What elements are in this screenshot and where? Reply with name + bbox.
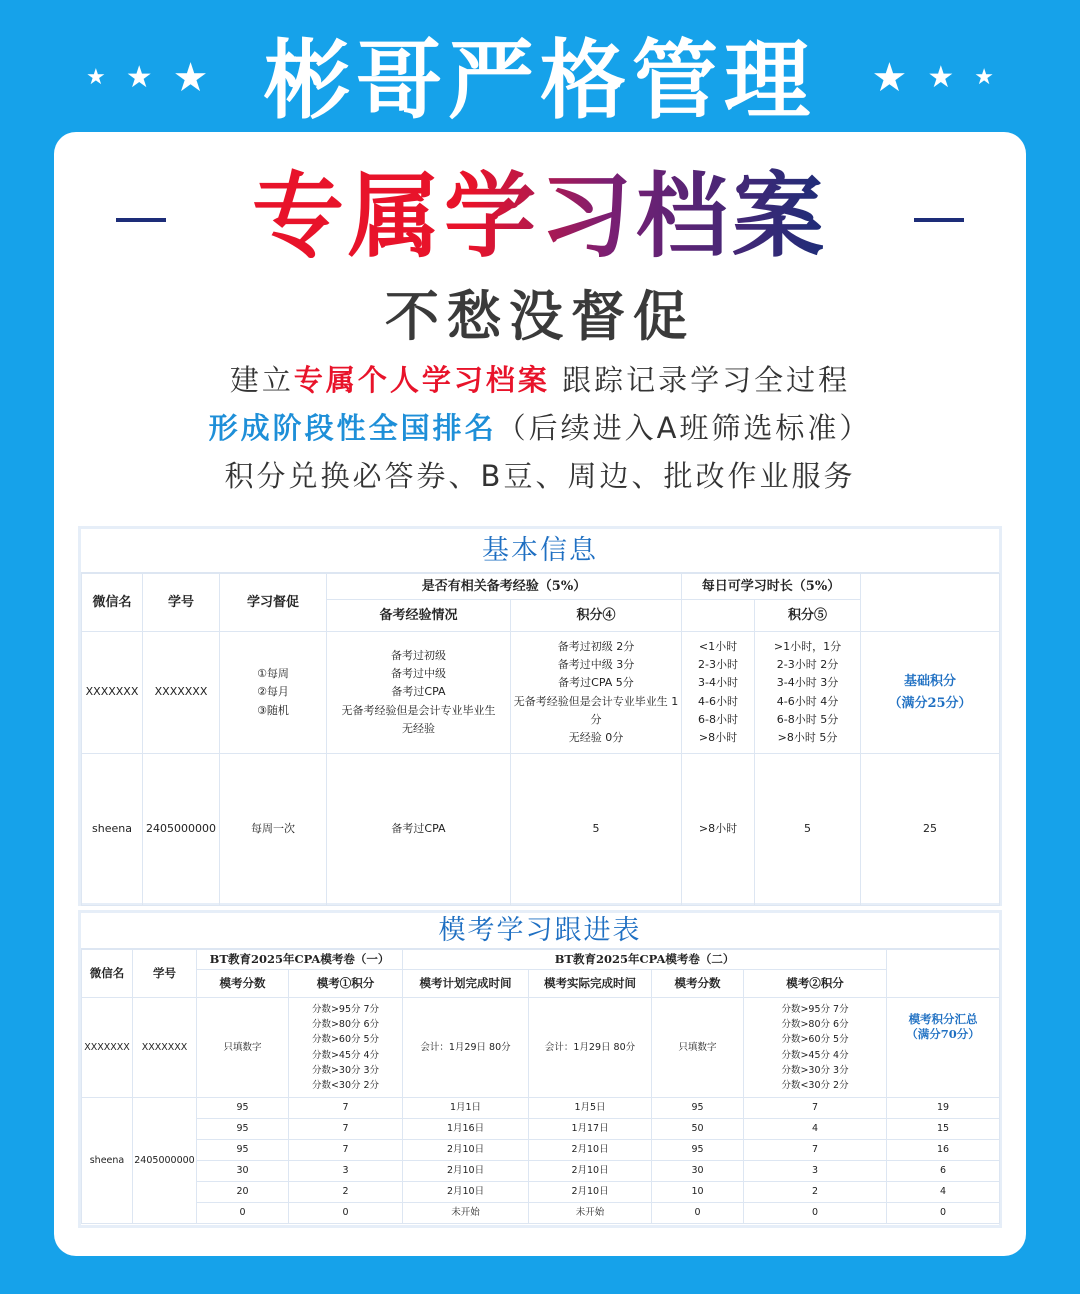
- cell-line: 3-4小时 3分: [776, 676, 839, 690]
- cell-line: 分数>80分 6分: [311, 1019, 380, 1031]
- star-icon: ★: [125, 60, 153, 95]
- table-row: [82, 1098, 1000, 1119]
- table-cell: 2月10日: [403, 1140, 529, 1161]
- table-cell: 3: [289, 1161, 403, 1182]
- cell-line: 分数>45分 4分: [311, 1049, 380, 1061]
- table-cell: 1月1日: [403, 1098, 529, 1119]
- col-points4: 积分④: [511, 600, 682, 632]
- table-cell: 2: [289, 1182, 403, 1203]
- table-cell: 1月17日: [529, 1119, 652, 1140]
- hero-title-wrap: [54, 154, 1026, 270]
- cell-line: 备考过中级 3分: [557, 658, 635, 672]
- table-row: [82, 1140, 1000, 1161]
- intro-highlight: 专属个人学习档案: [293, 363, 550, 397]
- table-cell: 95: [652, 1098, 744, 1119]
- cell-points4: 5: [511, 754, 682, 906]
- intro-line-3: 积分兑换必答券、B豆、周边、批改作业服务: [224, 459, 856, 493]
- table-cell: 2月10日: [403, 1161, 529, 1182]
- col-student-id: 学号: [143, 574, 220, 632]
- cell-line: 基础积分: [903, 674, 956, 690]
- data-row: [82, 754, 1000, 906]
- table-cell: 2月10日: [529, 1182, 652, 1203]
- table-cell: 30: [197, 1161, 289, 1182]
- cell-experience: [327, 632, 511, 754]
- mock-exam-title: 模考学习跟进表: [81, 913, 999, 949]
- cell-line: （满分25分）: [888, 695, 972, 711]
- col-wechat: 微信名: [82, 950, 133, 998]
- cell-line: 无备考经验但是会计专业毕业生 1: [513, 694, 679, 708]
- table-cell: 2: [744, 1182, 887, 1203]
- cell-wechat: sheena: [82, 754, 143, 906]
- col-experience-group: 是否有相关备考经验（5%）: [327, 574, 682, 600]
- cell-line: 无经验 0分: [568, 730, 624, 744]
- col-points2: 模考②积分: [744, 970, 887, 998]
- cell-line: 2-3小时: [698, 658, 738, 672]
- table-cell: 95: [197, 1098, 289, 1119]
- cell-line: 备考过中级: [391, 667, 446, 681]
- cell-wechat: sheena: [82, 1098, 133, 1224]
- intro-text: 跟踪记录学习全过程: [562, 363, 851, 397]
- cell-line: 分数>60分 5分: [781, 1034, 849, 1046]
- cell-line: 备考过CPA 5分: [558, 676, 634, 690]
- table-cell: 7: [289, 1119, 403, 1140]
- table-row: [82, 1119, 1000, 1140]
- cell-wechat: XXXXXXX: [82, 998, 133, 1098]
- cell-line: 分: [590, 712, 602, 726]
- cell-points4: [511, 632, 682, 754]
- intro-highlight: 形成阶段性全国排名: [208, 411, 497, 445]
- cell-line: 分数>60分 5分: [311, 1034, 380, 1046]
- table-cell: 2月10日: [403, 1182, 529, 1203]
- cell-line: 备考过初级: [391, 649, 446, 663]
- col-points1: 模考①积分: [289, 970, 403, 998]
- table-cell: 19: [887, 1098, 1000, 1119]
- cell-score: 只填数字: [197, 998, 289, 1098]
- basic-info-title: 基本信息: [81, 529, 999, 573]
- divider-right: [914, 218, 964, 222]
- cell-student-id: 2405000000: [133, 1098, 197, 1224]
- cell-line: （满分70分）: [906, 1027, 980, 1042]
- col-supervision: 学习督促: [220, 574, 327, 632]
- table-cell: 2月10日: [529, 1140, 652, 1161]
- table-cell: 7: [289, 1140, 403, 1161]
- col-blank: [887, 950, 1000, 998]
- cell-line: 备考过初级 2分: [557, 640, 635, 654]
- hero-subtitle: 不愁没督促: [385, 285, 695, 348]
- cell-line: >8小时 5分: [777, 730, 838, 744]
- table-cell: 4: [887, 1182, 1000, 1203]
- cell-line: >8小时: [698, 730, 738, 744]
- template-row: [82, 632, 1000, 754]
- cell-line: 6-8小时: [698, 712, 738, 726]
- cell-line: ②每月: [257, 685, 289, 699]
- intro-text: （后续进入A班筛选标准）: [496, 411, 872, 445]
- cell-base-score-label: [861, 632, 1000, 754]
- cell-line: 2-3小时 2分: [776, 658, 839, 672]
- col-wechat: 微信名: [82, 574, 143, 632]
- table-cell: 0: [744, 1203, 887, 1224]
- table-cell: 95: [652, 1140, 744, 1161]
- cell-line: 4-6小时: [698, 694, 738, 708]
- cell-student-id: XXXXXXX: [133, 998, 197, 1098]
- table-row: [82, 1203, 1000, 1224]
- table-cell: 50: [652, 1119, 744, 1140]
- cell-line: 4-6小时 4分: [776, 694, 839, 708]
- table-cell: 20: [197, 1182, 289, 1203]
- col-exam1: BT教育2025年CPA模考卷（一）: [197, 950, 403, 970]
- col-plan-time: 模考计划完成时间: [403, 970, 529, 998]
- cell-total-label: [887, 998, 1000, 1098]
- table-cell: 95: [197, 1119, 289, 1140]
- cell-line: 无经验: [402, 721, 435, 735]
- mock-exam-table: [78, 910, 1002, 1228]
- cell-points5: [755, 632, 861, 754]
- col-score2: 模考分数: [652, 970, 744, 998]
- table-cell: 6: [887, 1161, 1000, 1182]
- star-icon: ★: [927, 60, 955, 95]
- star-icon: ★: [172, 55, 209, 101]
- table-cell: 1月5日: [529, 1098, 652, 1119]
- col-exam2: BT教育2025年CPA模考卷（二）: [403, 950, 887, 970]
- basic-info-grid: [81, 573, 1000, 906]
- cell-line: >1小时，1分: [773, 640, 842, 654]
- content-card: [54, 132, 1026, 1256]
- table-row: [82, 1161, 1000, 1182]
- table-cell: 3: [744, 1161, 887, 1182]
- table-cell: 7: [744, 1098, 887, 1119]
- cell-wechat: XXXXXXX: [82, 632, 143, 754]
- cell-line: 分数>30分 3分: [311, 1064, 380, 1076]
- star-icon: ★: [974, 65, 994, 90]
- cell-student-id: 2405000000: [143, 754, 220, 906]
- cell-points2: [744, 998, 887, 1098]
- table-cell: 0: [652, 1203, 744, 1224]
- intro-text: 建立: [229, 363, 294, 397]
- cell-line: ③随机: [257, 703, 289, 717]
- col-blank: [861, 574, 1000, 632]
- table-cell: 0: [197, 1203, 289, 1224]
- cell-line: 分数>30分 3分: [781, 1064, 849, 1076]
- cell-line: 分数<30分 2分: [311, 1079, 380, 1091]
- cell-line: 备考过CPA: [391, 685, 446, 699]
- cell-line: 模考积分汇总: [908, 1012, 978, 1026]
- cell-line: <1小时: [698, 640, 738, 654]
- mock-exam-grid: [81, 949, 1000, 1224]
- cell-line: ①每周: [257, 667, 289, 681]
- cell-actual-time: 会计：1月29日 80分: [529, 998, 652, 1098]
- cell-hours: >8小时: [682, 754, 755, 906]
- cell-hours: [682, 632, 755, 754]
- stars-right: [871, 55, 995, 101]
- table-cell: 10: [652, 1182, 744, 1203]
- table-cell: 15: [887, 1119, 1000, 1140]
- table-cell: 7: [744, 1140, 887, 1161]
- cell-points5: 5: [755, 754, 861, 906]
- col-student-id: 学号: [133, 950, 197, 998]
- col-score: 模考分数: [197, 970, 289, 998]
- cell-supervision: [220, 632, 327, 754]
- table-cell: 95: [197, 1140, 289, 1161]
- table-cell: 0: [887, 1203, 1000, 1224]
- basic-info-table: [78, 526, 1002, 906]
- hero-title: 专属学习档案: [252, 143, 828, 275]
- table-cell: 未开始: [403, 1203, 529, 1224]
- cell-plan-time: 会计：1月29日 80分: [403, 998, 529, 1098]
- cell-supervision: 每周一次: [220, 754, 327, 906]
- star-icon: ★: [871, 55, 908, 101]
- table-cell: 1月16日: [403, 1119, 529, 1140]
- cell-line: 分数>95分 7分: [781, 1003, 849, 1015]
- cell-score2: 只填数字: [652, 998, 744, 1098]
- cell-points1: [289, 998, 403, 1098]
- cell-line: 6-8小时 5分: [776, 712, 839, 726]
- intro-line-2: [54, 406, 1026, 447]
- table-cell: 2月10日: [529, 1161, 652, 1182]
- col-hours-group: 每日可学习时长（5%）: [682, 574, 861, 600]
- table-cell: 4: [744, 1119, 887, 1140]
- template-row: [82, 998, 1000, 1098]
- cell-student-id: XXXXXXX: [143, 632, 220, 754]
- col-experience: 备考经验情况: [327, 600, 511, 632]
- header-title: 彬哥严格管理: [264, 31, 816, 131]
- table-cell: 16: [887, 1140, 1000, 1161]
- cell-line: 分数<30分 2分: [781, 1079, 849, 1091]
- table-row: [82, 1182, 1000, 1203]
- cell-base-score: 25: [861, 754, 1000, 906]
- cell-line: 分数>80分 6分: [781, 1019, 849, 1031]
- cell-experience: 备考过CPA: [327, 754, 511, 906]
- table-cell: 30: [652, 1161, 744, 1182]
- col-hours-blank: [682, 600, 755, 632]
- star-icon: ★: [86, 65, 106, 90]
- cell-line: 无备考经验但是会计专业毕业生: [341, 703, 496, 717]
- intro-line-1: [54, 358, 1026, 399]
- cell-line: 分数>95分 7分: [311, 1003, 380, 1015]
- col-points5: 积分⑤: [755, 600, 861, 632]
- table-cell: 7: [289, 1098, 403, 1119]
- col-actual-time: 模考实际完成时间: [529, 970, 652, 998]
- table-cell: 0: [289, 1203, 403, 1224]
- cell-line: 3-4小时: [698, 676, 738, 690]
- table-cell: 未开始: [529, 1203, 652, 1224]
- cell-line: 分数>45分 4分: [781, 1049, 849, 1061]
